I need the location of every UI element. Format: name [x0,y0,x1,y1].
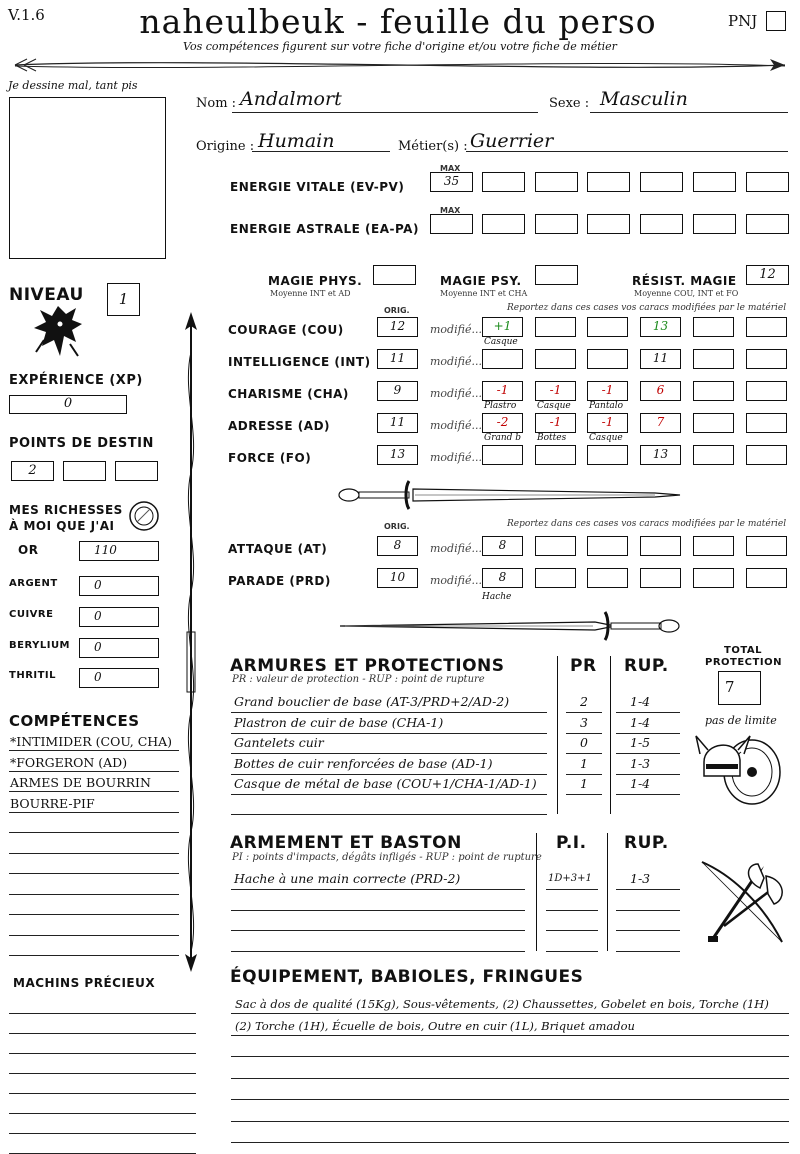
armure-pr-line [566,794,602,795]
caracs-orig-label: ORIG. [384,306,410,315]
armure-rup[interactable]: 1-5 [630,735,651,750]
carac-modified-cell[interactable]: -1 [587,413,628,433]
carac-modified-cell[interactable]: -1 [535,381,576,401]
portrait-caption: Je dessine mal, tant pis [8,79,138,92]
carac-modified-cell[interactable]: 13 [640,317,681,337]
carac-modified-cell[interactable] [746,413,787,433]
combat-note: Reportez dans ces cases vos caracs modifiées par le matériel [507,519,787,529]
armure-name[interactable]: Grand bouclier de base (AT-3/PRD+2/AD-2) [234,694,510,709]
total-protection-label: TOTAL [724,645,762,656]
competences-label: COMPÉTENCES [9,712,140,730]
machin-line[interactable] [9,1073,196,1074]
niveau-value[interactable]: 1 [107,283,140,316]
armure-pr[interactable]: 1 [580,776,588,791]
armures-title: ARMURES ET PROTECTIONS [230,656,505,676]
sexe-label: Sexe : [549,96,590,111]
armement-col-pi: P.I. [556,833,587,853]
arme-pi-line [546,951,598,952]
carac-modified-cell[interactable] [693,413,734,433]
carac-modified-cell[interactable] [587,349,628,369]
combat-modified-cell[interactable]: 8 [482,536,523,556]
ea-box-5[interactable] [640,214,683,234]
carac-label: COURAGE (COU) [228,323,344,337]
carac-modified-cell[interactable] [746,349,787,369]
ev-box-2[interactable] [482,172,525,192]
carac-modifie-label: modifié... [430,451,482,464]
arme-line [231,910,525,911]
carac-modified-cell[interactable]: 7 [640,413,681,433]
ev-box-4[interactable] [587,172,630,192]
competence-line [9,771,179,772]
magie-psy-label: MAGIE PSY. [440,274,522,288]
portrait-frame[interactable] [9,97,166,259]
arme-pi[interactable]: 1D+3+1 [548,873,592,884]
ea-box-3[interactable] [535,214,578,234]
machins-label: MACHINS PRÉCIEUX [13,976,156,990]
equipement-line [231,1056,789,1057]
competence-line [9,832,179,833]
carac-modified-cell[interactable] [746,445,787,465]
armure-rup[interactable]: 1-3 [630,755,651,771]
carac-modified-cell[interactable] [693,381,734,401]
pnj-label: PNJ [728,12,758,30]
destin-label: POINTS DE DESTIN [9,436,154,451]
nom-value[interactable]: Andalmort [240,88,342,110]
carac-cell-note: Casque [537,401,571,411]
magie-psy-value[interactable] [535,265,578,285]
resist-magie-value[interactable]: 12 [746,265,789,285]
armure-rup-line [616,733,680,734]
niveau-label: NIVEAU [9,285,84,305]
magie-phys-value[interactable] [373,265,416,285]
combat-orig[interactable]: 8 [377,536,418,556]
resist-magie-label: RÉSIST. MAGIE [632,274,737,288]
armures-col-rup: RUP. [624,656,669,676]
armure-name[interactable]: Casque de métal de base (COU+1/CHA-1/AD-1) [234,776,537,791]
armure-name[interactable]: Gantelets cuir [234,735,324,750]
destin-box-2[interactable] [63,461,106,481]
carac-label: INTELLIGENCE (INT) [228,355,371,369]
carac-modified-cell[interactable] [693,317,734,337]
competence-line [9,853,179,854]
competence-line [9,914,179,915]
money-value-4[interactable]: 0 [79,668,159,688]
armure-pr[interactable]: 2 [580,694,588,709]
equipement-title: ÉQUIPEMENT, BABIOLES, FRINGUES [230,967,584,987]
carac-modifie-label: modifié... [430,323,482,336]
ea-box-2[interactable] [482,214,525,234]
arme-rup-line [616,889,680,890]
equipement-text[interactable]: Sac à dos de qualité (15Kg), Sous-vêtements, (2) Chaussettes, Gobelet en bois, Torche (1H) [235,997,769,1011]
armure-line [231,753,547,754]
carac-modified-cell[interactable] [535,349,576,369]
carac-orig[interactable]: 11 [377,349,418,369]
page-title: naheulbeuk - feuille du perso [139,2,657,41]
armure-line [231,794,547,795]
carac-modified-cell[interactable] [693,445,734,465]
arme-pi-line [546,910,598,911]
staff-ornament [180,312,202,972]
armure-rup-line [616,774,680,775]
arme-line [231,951,525,952]
competence-item[interactable]: BOURRE-PIF [10,795,95,811]
page-subtitle: Vos compétences figurent sur votre fiche d'origine et/ou votre fiche de métier [183,40,617,53]
equipement-line [231,1099,789,1100]
carac-modifie-label: modifié... [430,419,482,432]
nom-label: Nom : [196,96,237,111]
resist-magie-note: Moyenne COU, INT et FO [634,289,739,298]
carac-modified-cell[interactable] [587,317,628,337]
total-protection-value[interactable]: 7 [718,671,761,705]
weapons-icon [694,856,790,948]
carac-modified-cell[interactable] [587,445,628,465]
carac-orig[interactable]: 11 [377,413,418,433]
money-label-4: THRITIL [9,670,57,681]
arme-line [231,889,525,890]
experience-label: EXPÉRIENCE (XP) [9,373,143,388]
ev-label: ENERGIE VITALE (EV-PV) [230,180,405,194]
metier-label: Métier(s) : [398,139,468,154]
carac-modified-cell[interactable] [482,445,523,465]
ev-box-3[interactable] [535,172,578,192]
caracs-note: Reportez dans ces cases vos caracs modifiées par le matériel [507,303,787,313]
metier-value[interactable]: Guerrier [470,130,554,152]
combat-label: ATTAQUE (AT) [228,542,328,556]
carac-orig[interactable]: 9 [377,381,418,401]
competence-line [9,955,179,956]
competence-line [9,812,179,813]
carac-modifie-label: modifié... [430,355,482,368]
combat-modified-cell[interactable] [640,536,681,556]
ev-box-6[interactable] [693,172,736,192]
experience-value[interactable]: 0 [9,395,127,414]
combat-modifie-label: modifié... [430,542,482,555]
combat-modified-cell[interactable] [535,536,576,556]
combat-modified-cell[interactable] [587,536,628,556]
pnj-checkbox[interactable] [766,11,786,31]
armure-line [231,712,547,713]
competence-line [9,894,179,895]
richesses-label-2: À MOI QUE J'AI [9,519,115,533]
magie-phys-note: Moyenne INT et AD [270,289,351,298]
competence-line [9,935,179,936]
competence-item[interactable]: *INTIMIDER (COU, CHA) [10,734,173,749]
carac-modified-cell[interactable] [693,349,734,369]
armure-rup-line [616,753,680,754]
carac-label: FORCE (FO) [228,451,312,465]
machin-line[interactable] [9,1033,196,1034]
equipement-line [231,1121,789,1122]
combat-modified-cell[interactable] [693,536,734,556]
carac-modified-cell[interactable] [535,445,576,465]
carac-cell-note: Bottes [537,433,567,443]
armure-rup-line [616,712,680,713]
machin-line[interactable] [9,1013,196,1014]
combat-modified-cell[interactable] [746,568,787,588]
destin-box-1[interactable]: 2 [11,461,54,481]
carac-modified-cell[interactable] [482,349,523,369]
machin-line[interactable] [9,1133,196,1134]
carac-modified-cell[interactable]: -1 [482,381,523,401]
origine-value[interactable]: Humain [258,130,335,152]
ev-box-7[interactable] [746,172,789,192]
machin-line[interactable] [9,1053,196,1054]
carac-cell-note: Casque [484,337,518,347]
destin-box-3[interactable] [115,461,158,481]
combat-modified-cell[interactable] [535,568,576,588]
carac-modified-cell[interactable]: -2 [482,413,523,433]
combat-cell-note: Hache [482,592,512,602]
armement-note: PI : points d'impacts, dégâts infligés - RUP : point de rupture [232,852,542,863]
ev-box-1[interactable]: 35 [430,172,473,192]
richesses-label: MES RICHESSES [9,503,123,517]
ea-label: ENERGIE ASTRALE (EA-PA) [230,222,419,236]
ea-box-4[interactable] [587,214,630,234]
equipement-line [231,1035,789,1036]
armure-rup-line [616,794,680,795]
armure-pr[interactable]: 1 [580,755,588,771]
arme-rup-line [616,910,680,911]
armure-pr-line [566,733,602,734]
arme-line [231,930,525,931]
money-label-1: ARGENT [9,578,58,589]
carac-modified-cell[interactable] [746,317,787,337]
machin-line[interactable] [9,1093,196,1094]
carac-cell-note: Plastro [484,401,517,411]
combat-modified-cell[interactable] [746,536,787,556]
ea-box-7[interactable] [746,214,789,234]
carac-modified-cell[interactable]: 13 [640,445,681,465]
armure-pr-line [566,774,602,775]
combat-modified-cell[interactable] [587,568,628,588]
combat-modified-cell[interactable]: 8 [482,568,523,588]
dragon-icon [30,300,86,362]
origine-label: Origine : [196,139,255,154]
combat-label: PARADE (PRD) [228,574,331,588]
sexe-value[interactable]: Masculin [600,88,688,110]
carac-orig[interactable]: 13 [377,445,418,465]
arme-rup[interactable]: 1-3 [630,871,651,886]
sword-ornament-top [335,477,685,513]
total-protection-label-2: PROTECTION [705,657,782,668]
combat-orig[interactable]: 10 [377,568,418,588]
armure-pr-line [566,712,602,713]
magie-psy-note: Moyenne INT et CHA [440,289,528,298]
version-label: V.1.6 [8,6,45,24]
armure-name[interactable]: Bottes de cuir renforcées de base (AD-1) [234,755,493,771]
magie-phys-label: MAGIE PHYS. [268,274,363,288]
ea-max-label: MAX [440,206,461,215]
equipement-text[interactable]: (2) Torche (1H), Écuelle de bois, Outre en cuir (1L), Briquet amadou [235,1018,635,1033]
competence-line [9,791,179,792]
armure-line [231,733,547,734]
carac-modified-cell[interactable]: +1 [482,317,523,337]
carac-modified-cell[interactable] [535,317,576,337]
arme-pi-line [546,889,598,890]
equipement-line [231,1142,789,1143]
helmet-shield-icon [694,726,786,808]
armures-note: PR : valeur de protection - RUP : point de rupture [232,674,485,685]
arme-rup-line [616,951,680,952]
carac-cell-note: Casque [589,433,623,443]
competence-item[interactable]: *FORGERON (AD) [10,754,128,770]
competence-line [9,873,179,874]
competence-line [9,750,179,751]
coin-icon [128,500,160,532]
carac-cell-note: Pantalo [589,401,624,411]
carac-modified-cell[interactable]: -1 [587,381,628,401]
sword-ornament-bottom [335,608,685,644]
armure-rup[interactable]: 1-4 [630,776,651,791]
money-label-2: CUIVRE [9,609,54,620]
ea-box-6[interactable] [693,214,736,234]
money-value-2[interactable]: 0 [79,607,159,627]
ea-box-1[interactable] [430,214,473,234]
combat-orig-label: ORIG. [384,522,410,531]
carac-label: ADRESSE (AD) [228,419,331,433]
ev-box-5[interactable] [640,172,683,192]
armure-line [231,774,547,775]
equipement-line [231,1013,789,1014]
carac-modified-cell[interactable]: 6 [640,381,681,401]
armure-rup[interactable]: 1-4 [630,694,651,709]
carac-cell-note: Grand b [484,433,522,443]
machin-line[interactable] [9,1113,196,1114]
armure-pr[interactable]: 0 [580,735,588,750]
combat-modifie-label: modifié... [430,574,482,587]
armure-line [231,814,547,815]
carac-modified-cell[interactable] [746,381,787,401]
armement-col-rup: RUP. [624,833,669,853]
equipement-line [231,1078,789,1079]
carac-label: CHARISME (CHA) [228,387,349,401]
money-value-1[interactable]: 0 [79,576,159,596]
armement-title: ARMEMENT ET BASTON [230,833,462,853]
carac-modified-cell[interactable]: 11 [640,349,681,369]
armure-rup[interactable]: 1-4 [630,714,651,730]
arme-name[interactable]: Hache à une main correcte (PRD-2) [234,871,461,886]
armures-col-pr: PR [570,656,597,676]
combat-modified-cell[interactable] [693,568,734,588]
money-value-3[interactable]: 0 [79,638,159,658]
arme-rup-line [616,930,680,931]
armure-pr-line [566,753,602,754]
combat-modified-cell[interactable] [640,568,681,588]
limit-label: pas de limite [705,714,777,727]
header-arrow-ornament [10,52,790,78]
arme-pi-line [546,930,598,931]
money-label-0: OR [18,543,39,557]
carac-orig[interactable]: 12 [377,317,418,337]
money-label-3: BERYLIUM [9,640,71,651]
armure-pr[interactable]: 3 [580,714,588,730]
carac-modified-cell[interactable]: -1 [535,413,576,433]
ev-max-label: MAX [440,164,461,173]
money-value-0[interactable]: 110 [79,541,159,561]
competence-item[interactable]: ARMES DE BOURRIN [10,775,151,790]
carac-modifie-label: modifié... [430,387,482,400]
armure-name[interactable]: Plastron de cuir de base (CHA-1) [234,714,444,730]
